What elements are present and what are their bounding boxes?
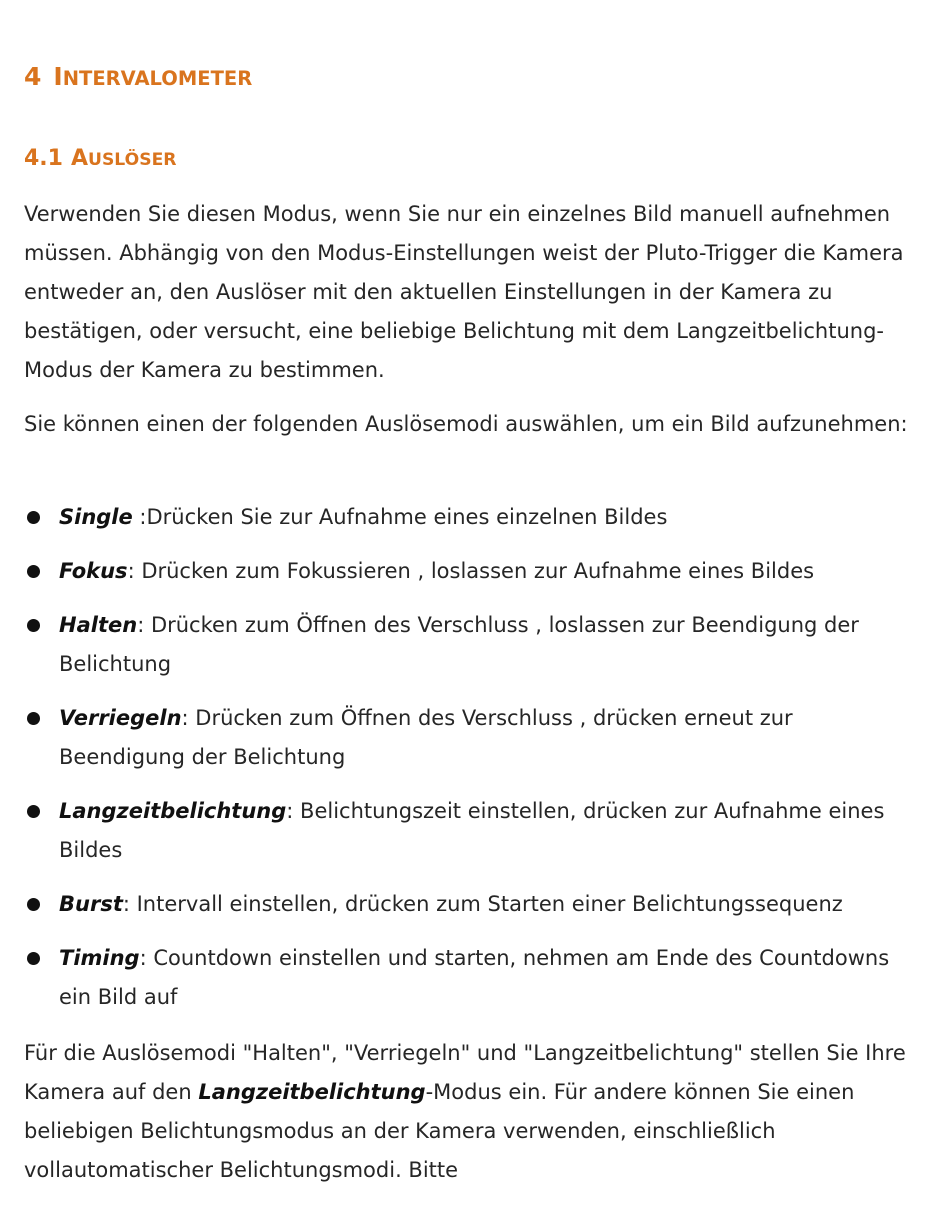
bullet-icon xyxy=(27,565,40,578)
note-text-before: Für die Auslösemodi "Halten", "Verriegeln" und "Langzeitbelichtung" stellen Sie Ihre Kamera auf den xyxy=(24,1041,906,1104)
intro-paragraph: Verwenden Sie diesen Modus, wenn Sie nur ein einzelnes Bild manuell aufnehmen müssen. Abhängig von den Modus-Einstellungen weist der Pluto-Trigger die Kamera entweder an, den Auslöser mit den aktuellen Einstellungen in der Kamera zu bestätigen, oder versucht, eine beliebige Belichtung mit dem Langzeitbelichtung-Modus der Kamera zu bestimmen. xyxy=(24,202,904,382)
section-title-initial: A xyxy=(70,146,89,171)
list-item xyxy=(24,606,924,684)
bullet-icon xyxy=(27,712,40,725)
trigger-modes-list xyxy=(24,498,924,1032)
modes-intro-paragraph: Sie können einen der folgenden Auslösemodi auswählen, um ein Bild aufzunehmen: xyxy=(24,412,908,436)
list-item xyxy=(24,792,924,870)
chapter-title-rest: NTERVALOMETER xyxy=(62,67,253,90)
bullet-icon xyxy=(27,805,40,818)
mode-description: :Drücken Sie zur Aufnahme eines einzelnen Bildes xyxy=(132,505,668,529)
mode-term: Timing xyxy=(59,946,140,970)
mode-description: : Countdown einstellen und starten, nehmen am Ende des Countdowns ein Bild auf xyxy=(59,946,890,1009)
list-item xyxy=(24,552,924,591)
mode-description: : Belichtungszeit einstellen, drücken zur Aufnahme eines Bildes xyxy=(59,799,885,862)
mode-term: Single xyxy=(59,505,133,529)
section-heading xyxy=(24,146,177,171)
mode-term: Halten xyxy=(59,613,138,637)
exposure-note-paragraph xyxy=(24,1034,924,1190)
list-item xyxy=(24,498,924,537)
bullet-icon xyxy=(27,619,40,632)
bullet-icon xyxy=(27,511,40,524)
note-emphasis: Langzeitbelichtung xyxy=(198,1080,426,1104)
list-item xyxy=(24,939,924,1017)
chapter-heading xyxy=(24,62,252,91)
bullet-icon xyxy=(27,898,40,911)
bullet-icon xyxy=(27,952,40,965)
mode-term: Fokus xyxy=(59,559,128,583)
list-item xyxy=(24,699,924,777)
section-number: 4.1 xyxy=(24,146,63,171)
section-title-rest: USLÖSER xyxy=(88,150,177,170)
mode-description: : Drücken zum Öffnen des Verschluss , loslassen zur Beendigung der Belichtung xyxy=(59,613,859,676)
list-item xyxy=(24,885,924,924)
chapter-number: 4 xyxy=(24,62,42,91)
mode-description: : Drücken zum Öffnen des Verschluss , drücken erneut zur Beendigung der Belichtung xyxy=(59,706,793,769)
note-text-after: -Modus ein. Für andere können Sie einen beliebigen Belichtungsmodus an der Kamera verwenden, einschließlich vollautomatischer Belichtungsmodi. Bitte xyxy=(24,1080,855,1182)
mode-description: : Drücken zum Fokussieren , loslassen zur Aufnahme eines Bildes xyxy=(127,559,815,583)
chapter-title-initial: I xyxy=(53,62,63,91)
mode-term: Verriegeln xyxy=(59,706,182,730)
mode-description: : Intervall einstellen, drücken zum Starten einer Belichtungssequenz xyxy=(122,892,843,916)
mode-term: Langzeitbelichtung xyxy=(59,799,287,823)
mode-term: Burst xyxy=(59,892,123,916)
